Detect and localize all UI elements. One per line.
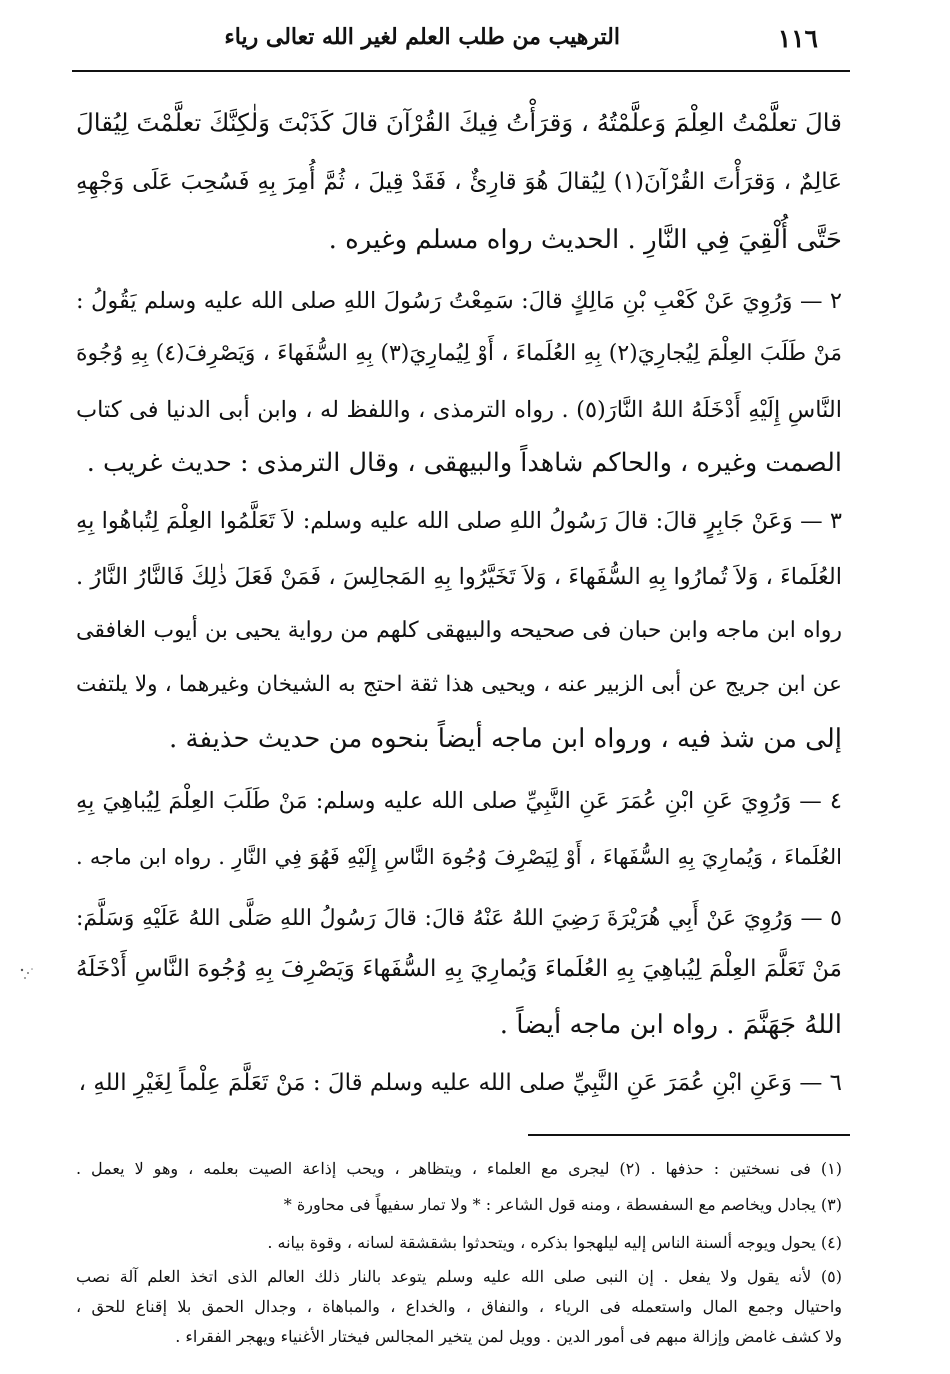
footnote-line: (٣) يجادل ويخاصم مع السفسطة ، ومنه قول الشاعر : * ولا تمار سفيهاً فى محاورة * [283,1195,842,1214]
hadith-6-start: ٦ — وَعَنِ ابْنِ عُمَرَ عَنِ النَّبِيِّ صلى الله عليه وسلم قالَ : مَنْ تَعَلَّمَ عِلْماً لِغَيْرِ اللهِ ، [78,1070,842,1096]
page-number: ١١٦ [777,24,818,53]
body-line: العُلَماءَ ، وَيُمارِيَ بِهِ السُّفَهاءَ ، أَوْ لِيَصْرِفَ وُجُوهَ النَّاسِ إِلَيْهِ فَهُوَ فِي النَّارِ . رواه ابن ماجه . [76,845,842,869]
body-line: مَنْ تَعَلَّمَ العِلْمَ لِيُباهِيَ بِهِ العُلَماءَ وَيُمارِيَ بِهِ السُّفَهاءَ وَيَصْرِفَ بِهِ وُجُوهَ النَّاسِ أَدْخَلَهُ [76,956,842,982]
hadith-2-start: ٢ — وَرُوِيَ عَنْ كَعْبِ بْنِ مَالِكٍ قالَ: سَمِعْتُ رَسُولَ اللهِ صلى الله عليه وسلم يَقُولُ : [76,288,842,314]
body-line: قالَ تعلَّمْتُ العِلْمَ وَعلَّمْتُهُ ، وَقرَأْتُ فِيكَ القُرْآنَ قالَ كَذَبْتَ وَلٰكِنَّكَ تعلَّمْتَ لِيُقالَ [76,108,842,137]
body-line: العُلَماءَ ، وَلاَ تُمارُوا بِهِ السُّفَهاءَ ، وَلاَ تَخَيَّرُوا بِهِ المَجالِسَ ، فَمَنْ فَعَلَ ذٰلِكَ فَالنَّارُ النَّارُ . [76,564,842,590]
body-line: النَّاسِ إِلَيْهِ أَدْخَلَهُ اللهُ النَّارَ(٥) . رواه الترمذى ، واللفظ له ، وابن أبى الدنيا فى كتاب [76,397,842,423]
body-line: حَتَّى أُلْقِيَ فِي النَّارِ . الحديث رواه مسلم وغيره . [328,225,842,255]
footnote-line: ولا كشف غامض وإزالة مبهم فى أمور الدين . وويل لمن يتخير المجالس فيختار الأغنياء ويهجر الفقراء . [175,1327,842,1346]
header-rule [72,70,850,72]
hadith-5-start: ٥ — وَرُوِيَ عَنْ أَبِي هُرَيْرَةَ رَضِيَ اللهُ عَنْهُ قالَ: قالَ رَسُولُ اللهِ صَلَّى اللهُ عَلَيْهِ وَسَلَّمَ: [76,906,842,931]
hadith-3-start: ٣ — وَعَنْ جَابِرٍ قالَ: قالَ رَسُولُ اللهِ صلى الله عليه وسلم: لاَ تَعَلَّمُوا العِلْمَ لِتُباهُوا بِهِ [76,508,842,534]
footnote-rule [528,1134,850,1136]
body-line: اللهُ جَهَنَّمَ . رواه ابن ماجه أيضاً . [499,1010,842,1040]
body-line: إلى من شذ فيه ، ورواه ابن ماجه أيضاً بنحوه من حديث حذيفة . [168,724,842,754]
hadith-4-start: ٤ — وَرُوِيَ عَنِ ابْنِ عُمَرَ عَنِ النَّبِيِّ صلى الله عليه وسلم: مَنْ طَلَبَ العِلْمَ لِيُباهِيَ بِهِ [76,788,842,814]
body-line: عن ابن جريج عن أبى الزبير عنه ، ويحيى هذا ثقة احتج به الشيخان وغيرهما ، ولا يلتفت [76,672,842,697]
footnote-line: واحتيال وجمع المال واستعمله فى الرياء ، والنفاق ، والخداع ، والمباهاة ، وجدال الحمق بلا إقناع للحق ، [76,1297,842,1316]
running-header-title: الترهيب من طلب العلم لغير الله تعالى رياء [224,24,620,50]
body-line: عَالِمٌ ، وَقرَأْتَ القُرْآنَ(١) لِيُقالَ هُوَ قارِئٌ ، فَقَدْ قِيلَ ، ثُمَّ أُمِرَ بِهِ فَسُحِبَ عَلَى وَجْهِهِ [76,169,842,195]
body-line: رواه ابن ماجه وابن حبان فى صحيحه والبيهقى كلهم من رواية يحيى بن أيوب الغافقى [76,618,842,643]
footnote-line: (٤) يحول ويوجه ألسنة الناس إليه ليلهجوا بذكره ، ويتحدثوا بشقشقة لسانه ، وقوة بيانه . [267,1233,842,1252]
footnote-line: (٥) لأنه يقول ولا يفعل . إن النبى صلى الله عليه وسلم يتوعد بالنار ذلك العالم الذى اتخذ العلم آلة نصب [76,1267,842,1286]
body-line: الصمت وغيره ، والحاكم شاهداً والبيهقى ، وقال الترمذى : حديث غريب . [86,448,842,478]
footnote-line: (١) فى نسختين : حذفها . (٢) ليجرى مع العلماء ، ويتظاهر ، ويحب إذاعة الصيت بعلمه ، وهو لا يعمل . [76,1159,842,1178]
scan-speck-marks [14,960,42,988]
body-line: مَنْ طَلَبَ العِلْمَ لِيُجارِيَ(٢) بِهِ العُلَماءَ ، أَوْ لِيُمارِيَ(٣) بِهِ السُّفَهاءَ ، وَيَصْرِفَ(٤) بِهِ وُجُوهَ [76,341,842,366]
